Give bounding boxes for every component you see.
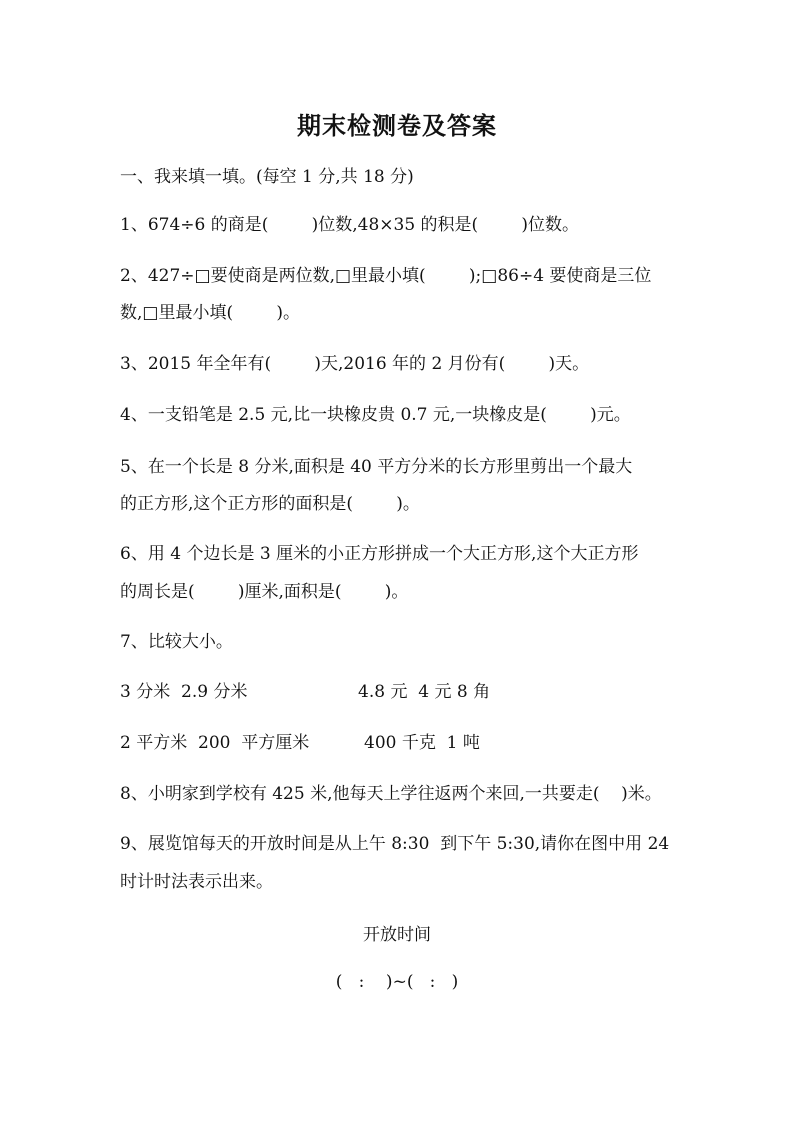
compare-row-2-right: 400 千克 1 吨 <box>364 733 480 753</box>
question-5-line-2: 的正方形,这个正方形的面积是( )。 <box>120 494 420 514</box>
question-3: 3、2015 年全年有( )天,2016 年的 2 月份有( )天。 <box>120 354 590 374</box>
question-6-line-1: 6、用 4 个边长是 3 厘米的小正方形拼成一个大正方形,这个大正方形 <box>120 544 639 564</box>
question-2-line-1: 2、427÷□要使商是两位数,□里最小填( );□86÷4 要使商是三位 <box>120 266 652 286</box>
section-heading: 一、我来填一填。(每空 1 分,共 18 分) <box>120 167 414 187</box>
page-title: 期末检测卷及答案 <box>297 112 497 140</box>
question-7: 7、比较大小。 <box>120 632 233 652</box>
question-5-line-1: 5、在一个长是 8 分米,面积是 40 平方分米的长方形里剪出一个最大 <box>120 457 633 477</box>
question-1: 1、674÷6 的商是( )位数,48×35 的积是( )位数。 <box>120 215 580 235</box>
open-time-blank: ( : )~( : ) <box>335 972 459 992</box>
compare-row-2-left: 2 平方米 200 平方厘米 <box>120 733 310 753</box>
question-8: 8、小明家到学校有 425 米,他每天上学往返两个来回,一共要走( )米。 <box>120 784 662 804</box>
question-9-line-1: 9、展览馆每天的开放时间是从上午 8:30 到下午 5:30,请你在图中用 24 <box>120 834 670 854</box>
compare-row-1-right: 4.8 元 4 元 8 角 <box>358 682 491 702</box>
question-4: 4、一支铅笔是 2.5 元,比一块橡皮贵 0.7 元,一块橡皮是( )元。 <box>120 405 631 425</box>
question-2-line-2: 数,□里最小填( )。 <box>120 303 300 323</box>
open-time-label: 开放时间 <box>363 925 431 945</box>
question-9-line-2: 时计时法表示出来。 <box>120 872 273 892</box>
compare-row-1-left: 3 分米 2.9 分米 <box>120 682 248 702</box>
question-6-line-2: 的周长是( )厘米,面积是( )。 <box>120 582 409 602</box>
